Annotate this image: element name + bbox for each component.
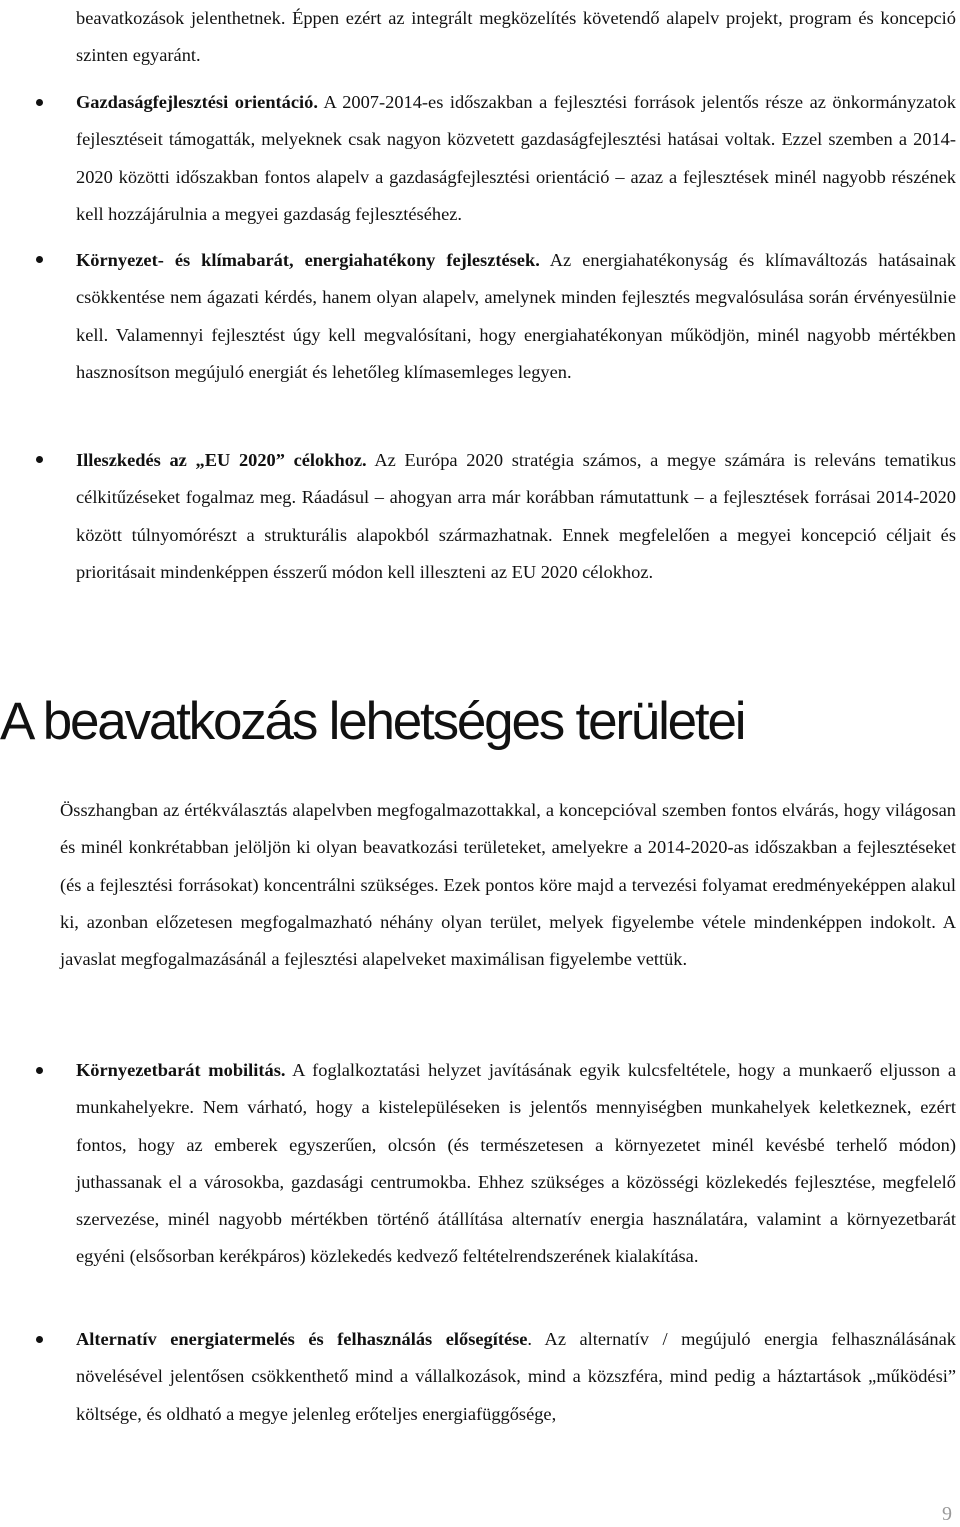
list-item-text: A 2007-2014-es időszakban a fejlesztési források jelentős része az önkormányzatok fejlesztéseit támogatták, melyeknek csak nagyon közvetett gazdaságfejlesztési hatásai voltak. Ezzel szemben a 2014-2020 közötti időszakban fontos alapelv a gazdaságfejlesztési orientáció – azaz a fejlesztések minél nagyobb részének kell hozzájárulnia a megyei gazdaság fejlesztéséhez.	[76, 92, 956, 224]
list-item-title: Környezet- és klímabarát, energiahatékony fejlesztések.	[76, 250, 540, 270]
list-item-text: A foglalkoztatási helyzet javításának egyik kulcsfeltétele, hogy a munkaerő eljusson a munkahelyekre. Nem várható, hogy a kistelepüléseken is jelentős mennyiségben munkahelyek keletkeznek, ezért fontos, hogy az emberek egyszerűen, olcsón (és természetesen a környezetet minél kevésbé terhelő módon) juthassanak el a városokba, gazdasági centrumokba. Ehhez szükséges a közösségi közlekedés fejlesztése, megfelelő szervezése, minél nagyobb mértékben történő átállítása alternatív energia használatára, valamint a környezetbarát egyéni (elsősorban kerékpáros) közlekedés kedvező feltételrendszerének kialakítása.	[76, 1060, 956, 1267]
list-item-text: Az energiahatékonyság és klímaváltozás hatásainak csökkentése nem ágazati kérdés, hanem olyan alapelv, amelynek minden fejlesztés megvalósulása során érvényesülnie kell. Valamennyi fejlesztést úgy kell megvalósítani, hogy energiahatékonyan működjön, minél nagyobb mértékben hasznosítson megújuló energiát és lehetőleg klímasemleges legyen.	[76, 250, 956, 382]
page-number: 9	[942, 1503, 952, 1525]
list-item-eu2020	[76, 442, 956, 591]
list-item-economic-orientation	[76, 84, 956, 233]
bullet-icon	[36, 456, 43, 463]
list-item-mobility	[76, 1052, 956, 1276]
paragraph-intro-continuation: beavatkozások jelenthetnek. Éppen ezért az integrált megközelítés követendő alapelv projekt, program és koncepció szinten egyaránt.	[76, 8, 956, 66]
list-item-climate-friendly	[76, 242, 956, 391]
bullet-icon	[36, 1067, 43, 1074]
list-item-alternative-energy	[76, 1321, 956, 1433]
bullet-icon	[36, 99, 43, 106]
list-item-title: Illeszkedés az „EU 2020” célokhoz.	[76, 450, 367, 470]
list-item-title: Gazdaságfejlesztési orientáció.	[76, 92, 318, 112]
list-item-title: Környezetbarát mobilitás.	[76, 1060, 286, 1080]
bullet-icon	[36, 1336, 43, 1343]
paragraph-section-intro: Összhangban az értékválasztás alapelvben megfogalmazottakkal, a koncepcióval szemben fontos elvárás, hogy világosan és minél konkrétabban jelöljön ki olyan beavatkozási területeket, amelyekre a 2014-2020-as időszakban a fejlesztéseket (és a fejlesztési forrásokat) koncentrálni szükséges. Ezek pontos köre majd a tervezési folyamat eredményeképpen alakul ki, azonban előzetesen megfogalmazható néhány olyan terület, melyek figyelembe vétele mindenképpen indokolt. A javaslat megfogalmazásánál a fejlesztési alapelveket maximálisan figyelembe vettük.	[60, 800, 956, 970]
list-item-text: Az Európa 2020 stratégia számos, a megye számára is releváns tematikus célkitűzéseket fogalmaz meg. Ráadásul – ahogyan arra már korábban rámutattunk – a fejlesztések forrásai 2014-2020 között túlnyomórészt a strukturális alapokból származhatnak. Ennek megfelelően a megyei koncepció céljait és prioritásait mindenképpen ésszerű módon kell illeszteni az EU 2020 célokhoz.	[76, 450, 956, 582]
list-item-title: Alternatív energiatermelés és felhasználás elősegítése	[76, 1329, 528, 1349]
section-heading: A beavatkozás lehetséges területei	[0, 692, 745, 751]
list-item-text: . Az alternatív / megújuló energia felhasználásának növelésével jelentősen csökkenthető mind a vállalkozások, mind a közszféra, mind pedig a háztartások „működési” költsége, és oldható a megye jelenleg erőteljes energiafüggősége,	[76, 1329, 956, 1424]
bullet-icon	[36, 256, 43, 263]
